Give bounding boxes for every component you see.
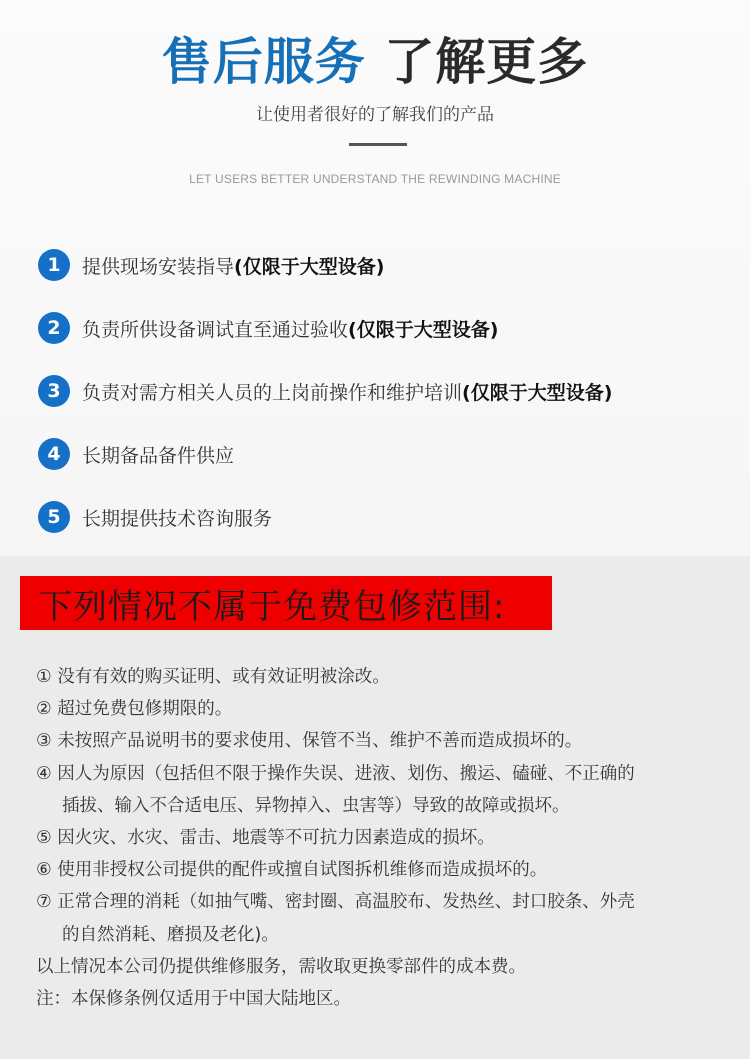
service-note: (仅限于大型设备)	[234, 255, 385, 278]
english-subtitle: LET USERS BETTER UNDERSTAND THE REWINDING MACHINE	[189, 172, 561, 186]
number-badge: 4	[38, 438, 70, 470]
number-badge: 2	[38, 312, 70, 344]
exclusion-item: ① 没有有效的购买证明、或有效证明被涂改。	[36, 667, 390, 687]
exclusion-item: ② 超过免费包修期限的。	[36, 699, 233, 720]
number-badge: 3	[38, 375, 70, 407]
service-text: 长期提供技术咨询服务	[82, 507, 273, 530]
exclusion-item: ⑦ 正常合理的消耗（如抽气嘴、密封圈、高温胶布、发热丝、封口胶条、外壳	[36, 892, 635, 913]
number-badge: 5	[38, 501, 70, 533]
exclusion-item: ⑤ 因火灾、水灾、雷击、地震等不可抗力因素造成的损坏。	[36, 828, 495, 849]
service-text: 提供现场安装指导	[82, 255, 235, 278]
exclusion-item-continuation: 的自然消耗、磨损及老化)。	[62, 924, 279, 945]
exclusion-item: ⑥ 使用非授权公司提供的配件或擅自试图拆机维修而造成损坏的。	[36, 860, 548, 881]
service-text: 长期备品备件供应	[82, 444, 235, 467]
service-item	[38, 374, 612, 408]
subtitle: 让使用者很好的了解我们的产品	[256, 105, 494, 125]
page-title	[0, 22, 750, 94]
service-note: (仅限于大型设备)	[462, 381, 613, 404]
service-text: 负责所供设备调试直至通过验收	[82, 318, 349, 341]
number-badge: 1	[38, 249, 70, 281]
title-highlight: 售后服务	[161, 33, 366, 91]
service-list	[38, 248, 612, 563]
exclusion-list	[36, 661, 736, 1015]
warning-banner	[20, 576, 552, 630]
banner-text: 下列情况不属于免费包修范围:	[38, 586, 506, 627]
service-note: (仅限于大型设备)	[348, 318, 499, 341]
exclusion-item: ③ 未按照产品说明书的要求使用、保管不当、维护不善而造成损坏的。	[36, 731, 583, 752]
exclusion-item-continuation: 插拔、输入不合适电压、异物掉入、虫害等）导致的故障或损坏。	[62, 795, 570, 816]
service-item	[38, 248, 612, 282]
exclusion-item: ④ 因人为原因（包括但不限于操作失误、进液、划伤、搬运、磕碰、不正确的	[36, 763, 635, 784]
title-rest: 了解更多	[384, 33, 589, 91]
service-item	[38, 437, 612, 471]
service-item	[38, 311, 612, 345]
exclusion-section	[0, 556, 750, 1059]
service-note-line: 以上情况本公司仍提供维修服务，需收取更换零部件的成本费。	[36, 956, 526, 977]
region-note-line: 注：本保修条例仅适用于中国大陆地区。	[36, 989, 351, 1010]
divider	[349, 143, 407, 146]
service-text: 负责对需方相关人员的上岗前操作和维护培训	[82, 381, 463, 404]
service-item	[38, 500, 612, 534]
